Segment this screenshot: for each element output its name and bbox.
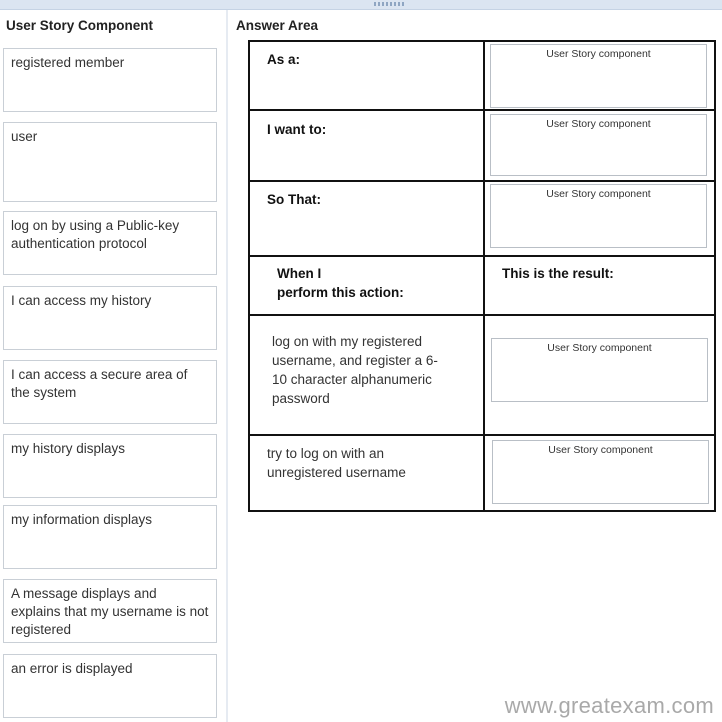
label-when-i-perform: When I perform this action: <box>277 266 404 300</box>
watermark: www.greatexam.com <box>504 693 714 718</box>
column-divider <box>483 42 485 510</box>
action-register: log on with my registered username, and register a 6-10 character alphanumeric password <box>272 334 438 406</box>
tile-message-username-not-registered[interactable]: A message displays and explains that my username is not registered <box>3 579 217 643</box>
label-this-is-the-result: This is the result: <box>502 266 614 281</box>
top-bar <box>0 0 722 10</box>
component-panel <box>0 10 226 722</box>
tile-access-secure-area[interactable]: I can access a secure area of the system <box>3 360 217 424</box>
row-divider <box>250 434 714 436</box>
panel-splitter[interactable] <box>226 10 228 722</box>
row-divider <box>250 314 714 316</box>
row-divider <box>250 180 714 182</box>
label-i-want-to: I want to: <box>267 122 327 137</box>
answer-table <box>248 40 716 512</box>
drop-target-i-want-to[interactable]: User Story component <box>490 114 707 176</box>
action-unregistered: try to log on with an unregistered username <box>267 446 406 480</box>
tile-registered-member[interactable]: registered member <box>3 48 217 112</box>
tile-user[interactable]: user <box>3 122 217 202</box>
component-panel-title: User Story Component <box>6 18 154 33</box>
row-divider <box>250 255 714 257</box>
drop-target-result-1[interactable]: User Story component <box>491 338 708 402</box>
tile-information-displays[interactable]: my information displays <box>3 505 217 569</box>
tile-log-on-public-key[interactable]: log on by using a Public-key authentication protocol <box>3 211 217 275</box>
drop-target-as-a[interactable]: User Story component <box>490 44 707 108</box>
tile-error-displayed[interactable]: an error is displayed <box>3 654 217 718</box>
label-as-a: As a: <box>267 52 301 67</box>
drop-target-so-that[interactable]: User Story component <box>490 184 707 248</box>
answer-area-title: Answer Area <box>236 18 319 33</box>
label-so-that: So That: <box>267 192 321 207</box>
resize-grip-icon[interactable] <box>374 2 404 6</box>
tile-access-my-history[interactable]: I can access my history <box>3 286 217 350</box>
row-divider <box>250 109 714 111</box>
drop-target-result-2[interactable]: User Story component <box>492 440 709 504</box>
tile-history-displays[interactable]: my history displays <box>3 434 217 498</box>
